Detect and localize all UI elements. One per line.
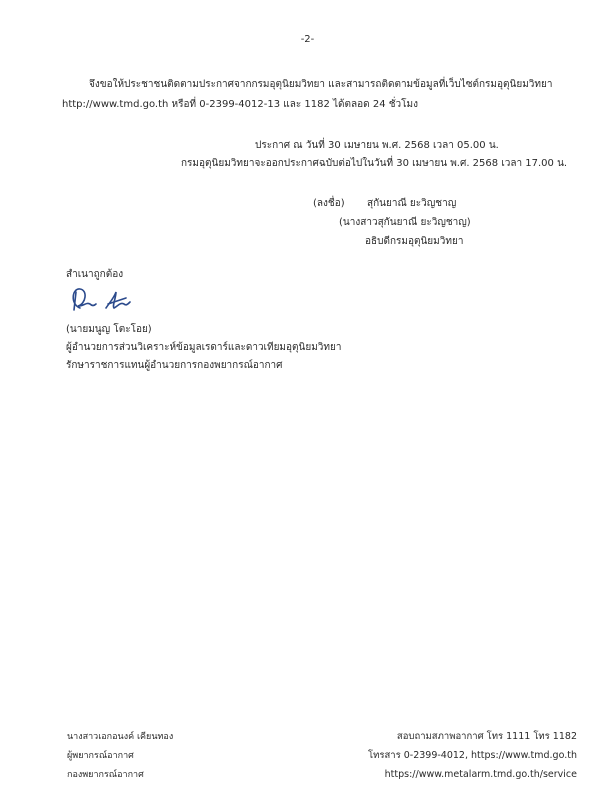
handwritten-signature-icon: [66, 284, 136, 314]
footer-forecaster-division: กองพยากรณ์อากาศ: [67, 770, 144, 780]
footer-contact-phone: สอบถามสภาพอากาศ โทร 1111 โทร 1182: [396, 731, 577, 742]
page-number: -2-: [300, 34, 315, 45]
signatory-full-name: (นางสาวสุกันยาณี ยะวิญชาญ): [339, 217, 471, 228]
footer-service-link: https://www.metalarm.tmd.go.th/service: [384, 769, 577, 780]
footer-contact-fax-website: โทรสาร 0-2399-4012, https://www.tmd.go.th: [368, 750, 577, 761]
footer-forecaster-role: ผู้พยากรณ์อากาศ: [67, 751, 134, 761]
signatory-title: อธิบดีกรมอุตุนิยมวิทยา: [365, 236, 464, 247]
announcement-datetime: ประกาศ ณ วันที่ 30 เมษายน พ.ศ. 2568 เวลา 05.00 น.: [255, 140, 499, 151]
footer-forecaster-name: นางสาวเอกอนงค์ เคียนทอง: [67, 732, 174, 742]
sign-label: (ลงชื่อ): [313, 198, 345, 209]
signatory-signed-name: สุกันยาณี ยะวิญชาญ: [367, 198, 457, 209]
certified-copy-position-2: รักษาราชการแทนผู้อำนวยการกองพยากรณ์อากาศ: [66, 360, 283, 371]
certified-copy-label: สำเนาถูกต้อง: [66, 269, 124, 280]
body-paragraph-line-2: http://www.tmd.go.th หรือที่ 0-2399-4012-13 และ 1182 ได้ตลอด 24 ชั่วโมง: [62, 99, 418, 110]
certified-copy-name: (นายมนูญ โตะโอย): [66, 324, 152, 335]
next-announcement-notice: กรมอุตุนิยมวิทยาจะออกประกาศฉบับต่อไปในวันที่ 30 เมษายน พ.ศ. 2568 เวลา 17.00 น.: [181, 158, 568, 169]
body-paragraph-line-1: จึงขอให้ประชาชนติดตามประกาศจากกรมอุตุนิยมวิทยา และสามารถติดตามข้อมูลที่เว็บไซต์กรมอุตุนิยมวิทยา: [89, 79, 553, 90]
certified-copy-position-1: ผู้อำนวยการส่วนวิเคราะห์ข้อมูลเรดาร์และดาวเทียมอุตุนิยมวิทยา: [66, 342, 342, 353]
